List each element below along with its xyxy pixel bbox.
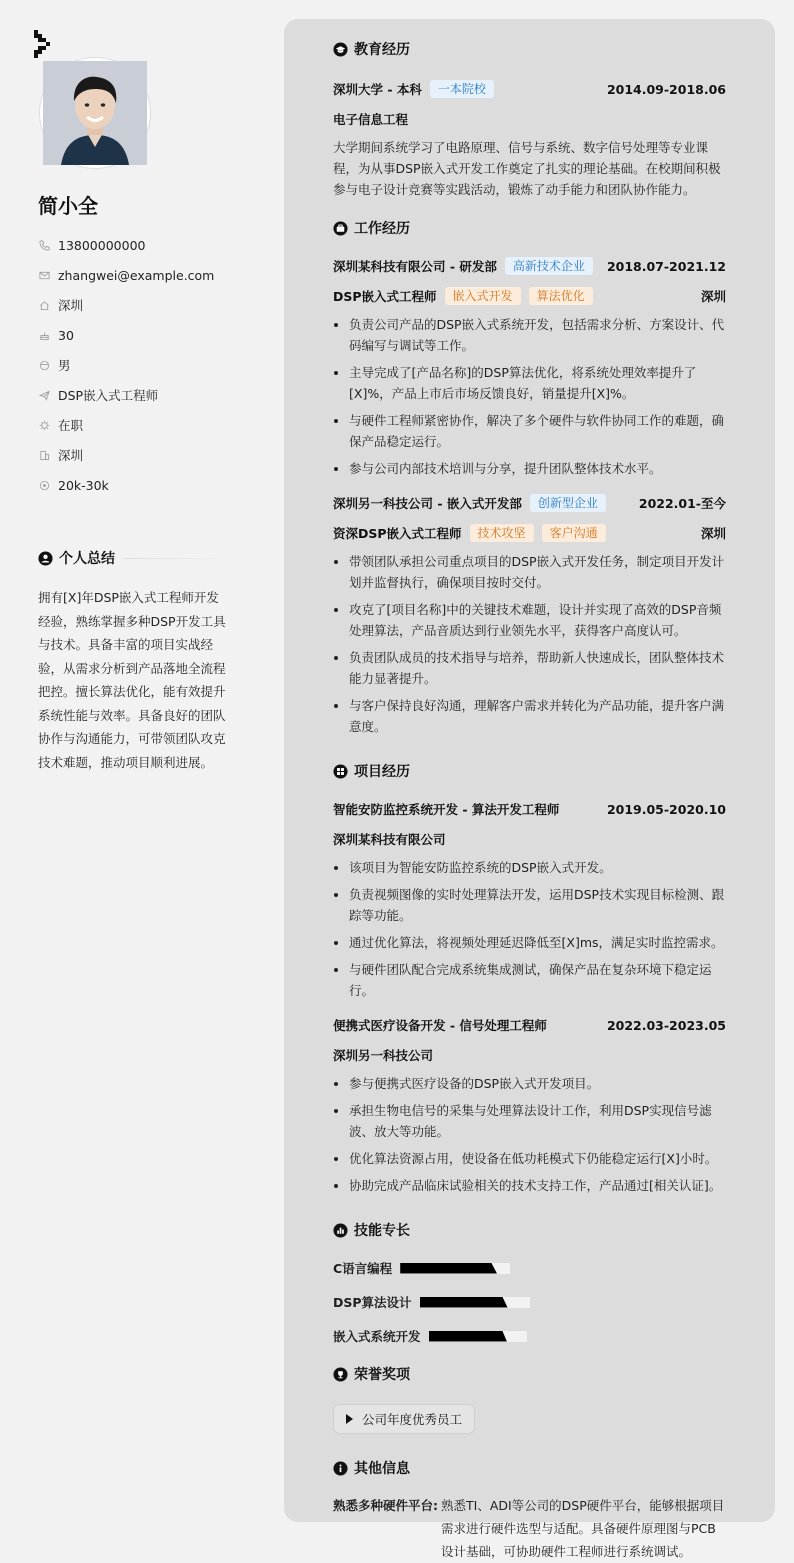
info-gender — [38, 350, 268, 380]
project-date: 2019.05-2020.10 — [606, 801, 726, 817]
info-job-target — [38, 380, 268, 410]
skill-bar — [400, 1263, 510, 1274]
status-icon — [38, 419, 50, 431]
work-company-row — [333, 256, 726, 276]
project-date: 2022.03-2023.05 — [606, 1017, 726, 1033]
projects-header — [333, 761, 726, 781]
briefcase-icon — [333, 221, 348, 236]
contact-info-list — [38, 230, 268, 500]
education-date: 2014.09-2018.06 — [606, 81, 726, 97]
work-city: 深圳 — [700, 526, 726, 541]
other-title: 其他信息 — [354, 1461, 410, 1477]
role-name: 资深DSP嵌入式工程师 — [333, 526, 462, 541]
work-city: 深圳 — [700, 289, 726, 304]
list-item: 攻克了[项目名称]中的关键技术难题，设计并实现了高效的DSP音频处理算法，产品音质达到行业领先水平，获得客户高度认可。 — [333, 599, 726, 641]
other-value: 熟悉TI、ADI等公司的DSP硬件平台，能够根据项目需求进行硬件选型与适配。具备硬件原理图与PCB设计基础，可协助硬件工程师进行系统调试。 — [441, 1498, 725, 1559]
info-location — [38, 290, 268, 320]
divider — [418, 228, 726, 229]
project-title-row — [333, 1015, 726, 1035]
status-value: 在职 — [58, 418, 84, 433]
summary-title: 个人总结 — [59, 551, 115, 567]
salary-icon — [38, 479, 50, 491]
list-item: 负责视频图像的实时处理算法开发，运用DSP技术实现目标检测、跟踪等功能。 — [333, 884, 726, 926]
work-title: 工作经历 — [354, 221, 410, 237]
job-target-value: DSP嵌入式工程师 — [58, 388, 159, 403]
awards-list — [333, 1404, 726, 1434]
info-age — [38, 320, 268, 350]
divider — [418, 1230, 726, 1231]
work-date: 2018.07-2021.12 — [606, 258, 726, 274]
send-icon — [38, 389, 50, 401]
home-icon — [38, 299, 50, 311]
list-item: 带领团队承担公司重点项目的DSP嵌入式开发任务，制定项目开发计划并监督执行，确保项目按时交付。 — [333, 551, 726, 593]
cake-icon — [38, 329, 50, 341]
major: 电子信息工程 — [333, 112, 409, 127]
skill-item — [333, 1326, 534, 1346]
company-tag: 创新型企业 — [530, 494, 606, 512]
role-tag: 技术攻坚 — [470, 524, 534, 542]
summary-header — [38, 548, 228, 568]
info-work-city — [38, 440, 268, 470]
work-header — [333, 218, 726, 238]
avatar — [40, 58, 150, 168]
work-entry — [333, 256, 726, 479]
skill-level-fill — [400, 1263, 497, 1274]
info-icon — [333, 1461, 348, 1476]
gender-value: 男 — [58, 358, 71, 373]
awards-title: 荣誉奖项 — [354, 1367, 410, 1383]
divider — [418, 1374, 726, 1375]
skills-header — [333, 1220, 726, 1240]
award-label: 公司年度优秀员工 — [362, 1412, 463, 1427]
project-entry — [333, 799, 726, 1001]
divider — [418, 49, 726, 50]
skills-list — [333, 1258, 726, 1360]
avatar-photo — [43, 61, 147, 165]
graduation-cap-icon — [333, 42, 348, 57]
education-title: 教育经历 — [354, 42, 410, 58]
skill-level-fill — [420, 1297, 508, 1308]
projects-title: 项目经历 — [354, 764, 410, 780]
skill-name: C语言编程 — [333, 1261, 393, 1276]
skill-name: 嵌入式系统开发 — [333, 1329, 421, 1344]
awards-header — [333, 1364, 726, 1384]
skill-name: DSP算法设计 — [333, 1295, 412, 1310]
email-value: zhangwei@example.com — [58, 267, 215, 283]
building-icon — [38, 449, 50, 461]
list-item: 参与公司内部技术培训与分享，提升团队整体技术水平。 — [333, 458, 726, 479]
school-name: 深圳大学 - 本科 — [333, 82, 422, 97]
work-bullets — [333, 314, 726, 479]
skills-title: 技能专长 — [354, 1223, 410, 1239]
school-tag: 一本院校 — [430, 80, 494, 98]
summary-section — [38, 548, 228, 774]
info-phone — [38, 230, 268, 260]
salary-value: 20k-30k — [58, 477, 109, 493]
project-company: 深圳另一科技公司 — [333, 1048, 434, 1063]
candidate-name: 简小全 — [38, 194, 98, 218]
project-bullets — [333, 857, 726, 1001]
user-icon — [38, 551, 53, 566]
list-item: 与硬件工程师紧密协作，解决了多个硬件与软件协同工作的难题，确保产品稳定运行。 — [333, 410, 726, 452]
bar-chart-icon — [333, 1223, 348, 1238]
list-item: 与硬件团队配合完成系统集成测试，确保产品在复杂环境下稳定运行。 — [333, 959, 726, 1001]
list-item: 负责公司产品的DSP嵌入式系统开发，包括需求分析、方案设计、代码编写与调试等工作。 — [333, 314, 726, 356]
mail-icon — [38, 269, 50, 281]
skill-bar — [429, 1331, 527, 1342]
grid-icon — [333, 764, 348, 779]
project-title-row — [333, 799, 726, 819]
list-item: 负责团队成员的技术指导与培养，帮助新人快速成长，团队整体技术能力显著提升。 — [333, 647, 726, 689]
company-name: 深圳某科技有限公司 - 研发部 — [333, 259, 497, 274]
info-salary — [38, 470, 268, 500]
company-name: 深圳另一科技公司 - 嵌入式开发部 — [333, 496, 522, 511]
work-city-value: 深圳 — [58, 448, 84, 463]
list-item: 主导完成了[产品名称]的DSP算法优化，将系统处理效率提升了[X]%，产品上市后市场反馈良好，销量提升[X]%。 — [333, 362, 726, 404]
phone-icon — [38, 239, 50, 251]
education-header — [333, 39, 726, 59]
skill-level-fill — [429, 1331, 507, 1342]
skill-item — [333, 1292, 534, 1312]
project-entry — [333, 1015, 726, 1196]
list-item: 协助完成产品临床试验相关的技术支持工作，产品通过[相关认证]。 — [333, 1175, 726, 1196]
project-name: 智能安防监控系统开发 - 算法开发工程师 — [333, 802, 560, 817]
age-value: 30 — [58, 327, 74, 343]
other-row — [333, 1494, 726, 1563]
divider — [418, 771, 726, 772]
info-status — [38, 410, 268, 440]
work-entry — [333, 493, 726, 737]
work-role-row — [333, 286, 726, 306]
role-tag: 嵌入式开发 — [445, 287, 521, 305]
gender-icon — [38, 359, 50, 371]
divider — [418, 1468, 726, 1469]
project-bullets — [333, 1073, 726, 1196]
work-bullets — [333, 551, 726, 737]
list-item: 优化算法资源占用，使设备在低功耗模式下仍能稳定运行[X]小时。 — [333, 1148, 726, 1169]
info-email — [38, 260, 268, 290]
main-panel — [284, 19, 775, 1559]
summary-text: 拥有[X]年DSP嵌入式工程师开发经验，熟练掌握多种DSP开发工具与技术。具备丰富的项目实战经验，从需求分析到产品落地全流程把控。擅长算法优化，能有效提升系统性能与效率。具备良好的团队协作与沟通能力，可带领团队攻克技术难题，推动项目顺利进展。 — [38, 590, 226, 770]
role-name: DSP嵌入式工程师 — [333, 289, 437, 304]
work-company-row — [333, 493, 726, 513]
skill-item — [333, 1258, 534, 1278]
role-tag: 客户沟通 — [542, 524, 606, 542]
divider — [123, 558, 228, 559]
play-icon — [346, 1414, 353, 1424]
company-tag: 高新技术企业 — [505, 257, 593, 275]
list-item: 通过优化算法，将视频处理延迟降低至[X]ms，满足实时监控需求。 — [333, 932, 726, 953]
list-item: 承担生物电信号的采集与处理算法设计工作，利用DSP实现信号滤波、放大等功能。 — [333, 1100, 726, 1142]
project-company: 深圳某科技有限公司 — [333, 832, 446, 847]
education-desc: 大学期间系统学习了电路原理、信号与系统、数字信号处理等专业课程，为从事DSP嵌入式开发工作奠定了扎实的理论基础。在校期间积极参与电子设计竞赛等实践活动，锻炼了动手能力和团队协作能力。 — [333, 140, 721, 197]
education-entry-title — [333, 79, 726, 99]
work-date: 2022.01-至今 — [638, 496, 726, 511]
other-key: 熟悉多种硬件平台: — [333, 1498, 438, 1513]
other-header — [333, 1458, 726, 1478]
award-item — [333, 1404, 475, 1434]
project-name: 便携式医疗设备开发 - 信号处理工程师 — [333, 1018, 547, 1033]
skill-bar — [420, 1297, 530, 1308]
logo-icon — [30, 28, 52, 60]
list-item: 该项目为智能安防监控系统的DSP嵌入式开发。 — [333, 857, 726, 878]
location-value: 深圳 — [58, 298, 84, 313]
phone-value: 13800000000 — [58, 237, 146, 253]
role-tag: 算法优化 — [529, 287, 593, 305]
work-role-row — [333, 523, 726, 543]
list-item: 参与便携式医疗设备的DSP嵌入式开发项目。 — [333, 1073, 726, 1094]
trophy-icon — [333, 1367, 348, 1382]
list-item: 与客户保持良好沟通，理解客户需求并转化为产品功能，提升客户满意度。 — [333, 695, 726, 737]
